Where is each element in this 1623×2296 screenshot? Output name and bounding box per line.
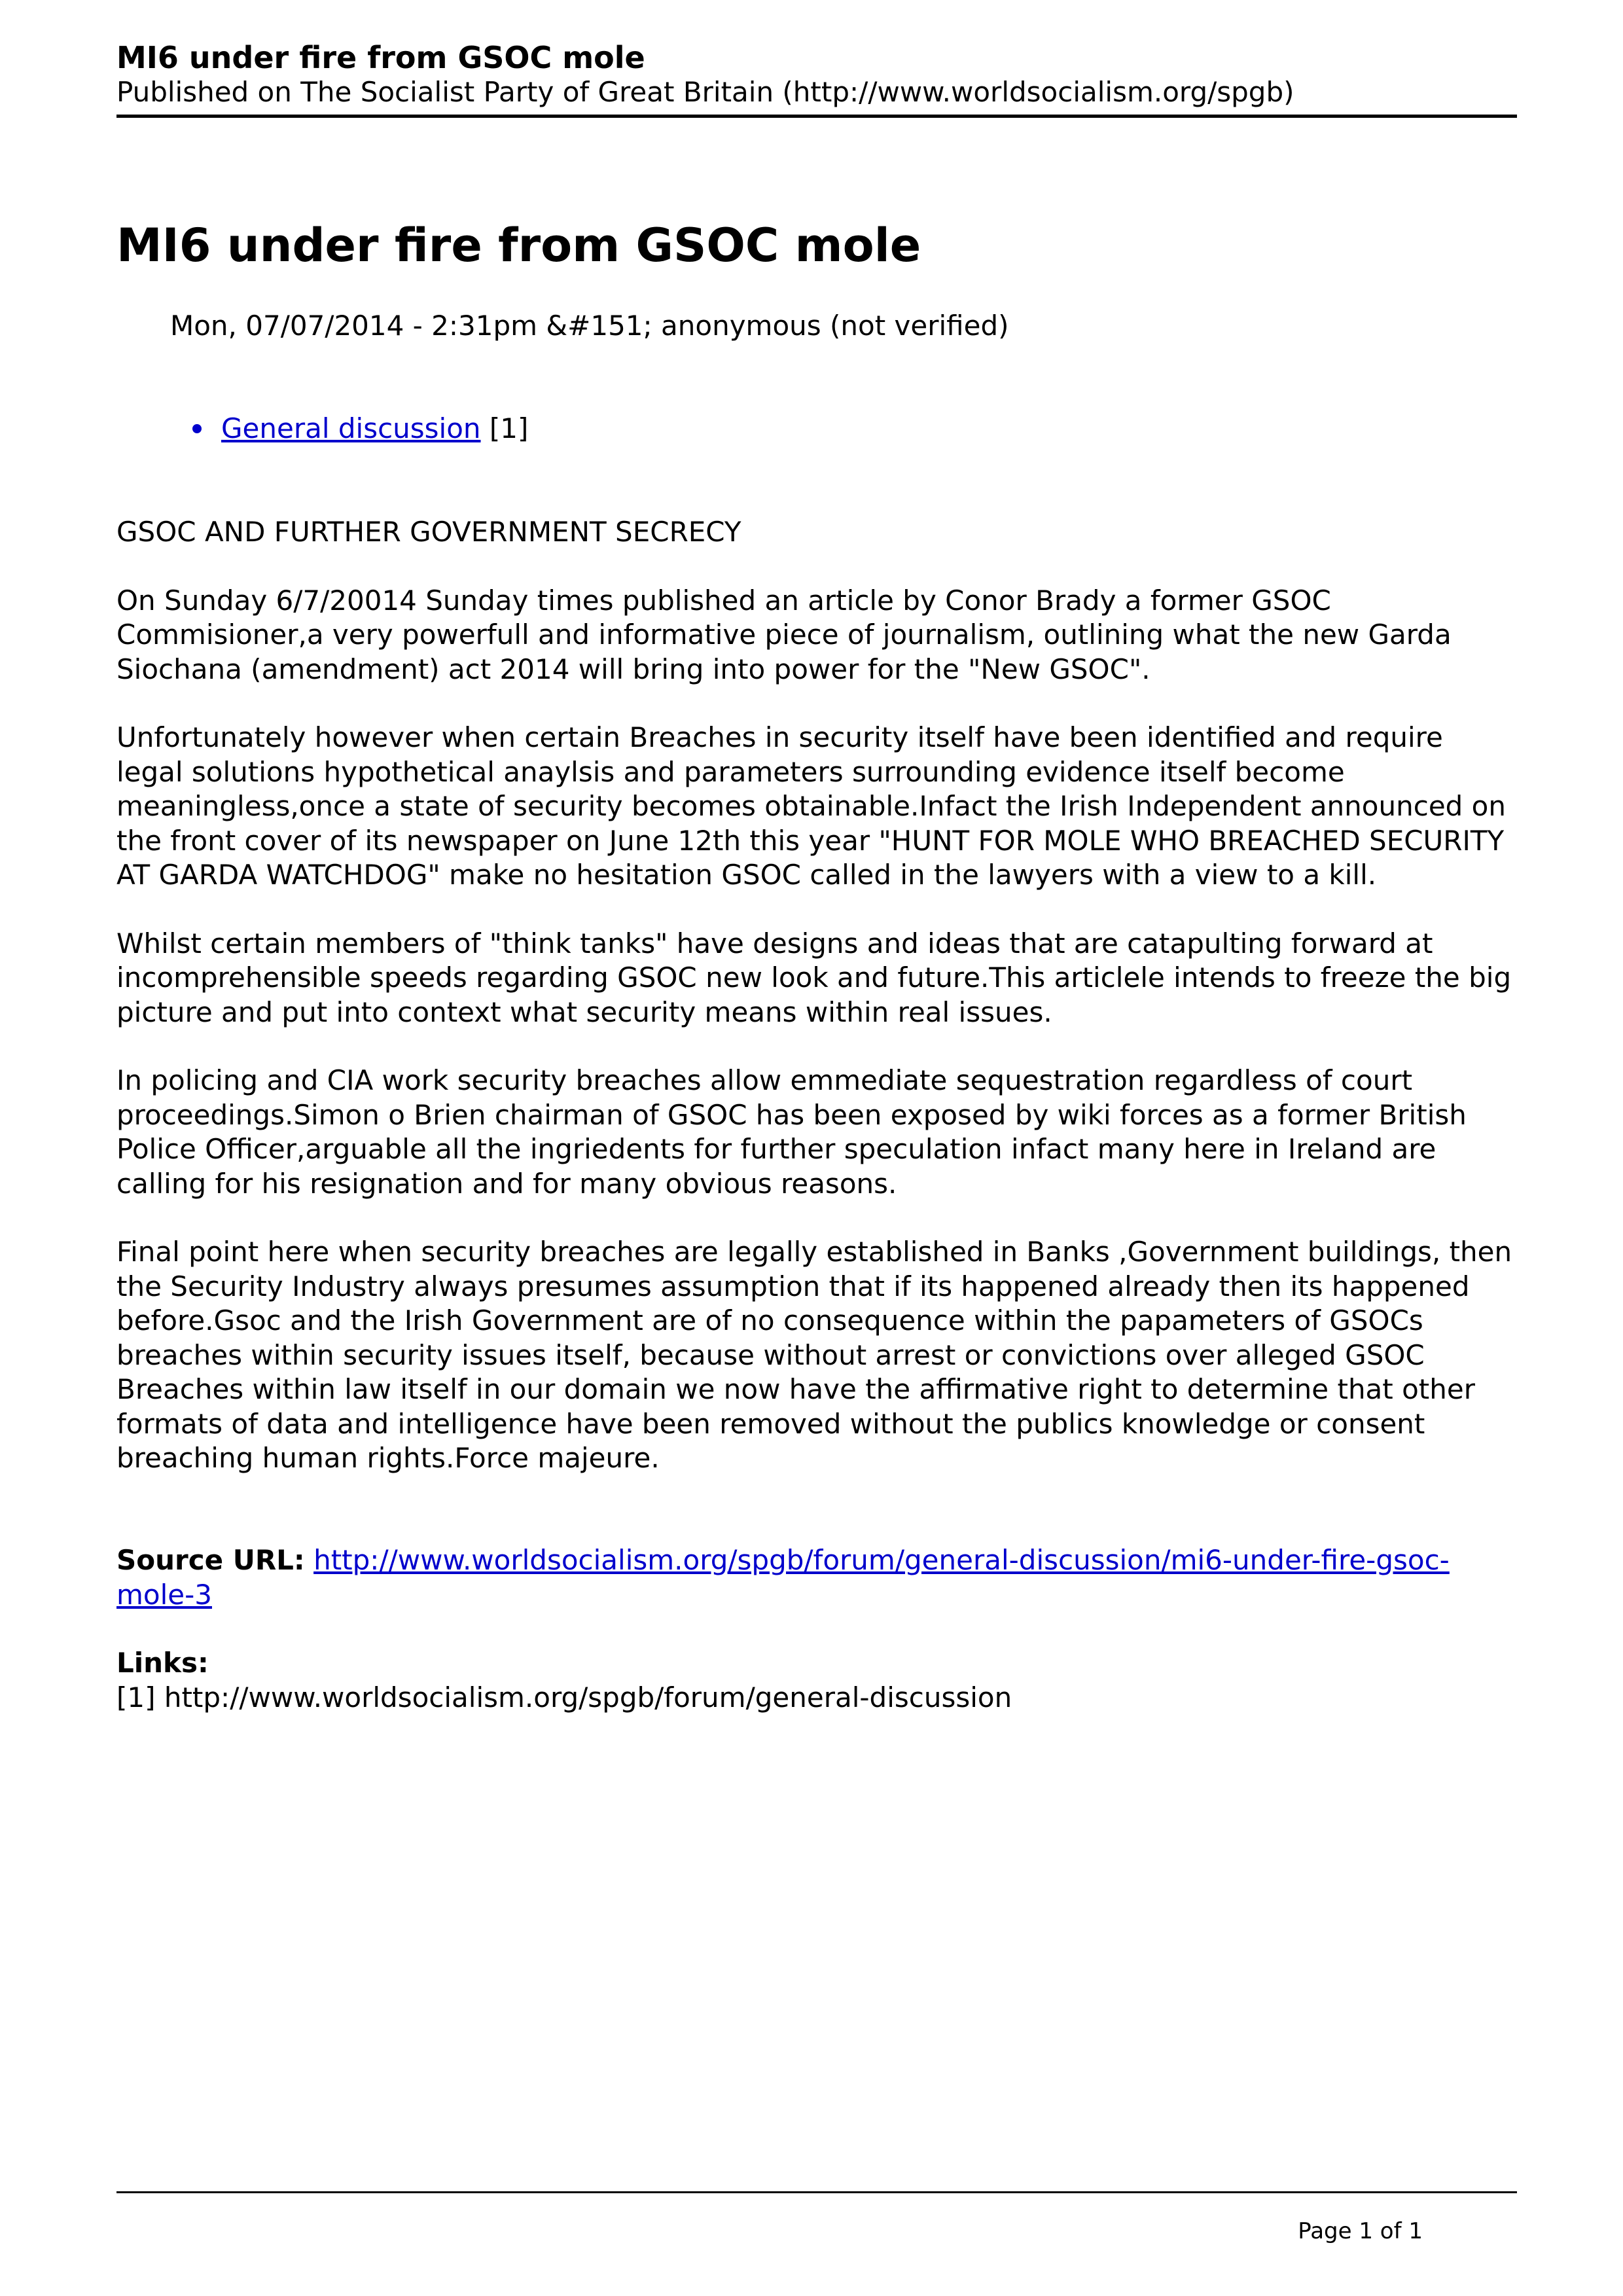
header-published-line: Published on The Socialist Party of Great Britain (http://www.worldsocialism.org/spgb) [116,76,1294,108]
links-block [116,1646,1012,1715]
page-number: Page 1 of 1 [1298,2218,1423,2244]
source-url-label: Source URL: [116,1544,305,1576]
paragraph-line: picture and put into context what security means within real issues. [116,996,1052,1028]
bullet-icon [192,424,202,433]
paragraph-line: the Security Industry always presumes assumption that if its happened already then its happened [116,1270,1470,1302]
source-url-block [116,1543,1450,1612]
article-paragraph [116,1064,1517,1201]
document-page [116,0,1517,2296]
paragraph-line: incomprehensible speeds regarding GSOC new look and future.This articlele intends to freeze the big [116,961,1512,994]
source-url-line [116,1543,1450,1578]
source-url-line [116,1578,1450,1613]
paragraph-line: Final point here when security breaches are legally established in Banks ,Government buildings, then [116,1236,1512,1268]
tag-link-general-discussion[interactable]: General discussion [221,412,481,444]
article-title: MI6 under fire from GSOC mole [116,219,921,272]
article-paragraph [116,927,1517,1030]
paragraph-line: Police Officer,arguable all the ingriedents for further speculation infact many here in Ireland are [116,1133,1436,1165]
tag-item [221,410,528,447]
source-url-link[interactable]: http://www.worldsocialism.org/spgb/forum/general-discussion/mi6-under-fire-gsoc- [313,1544,1450,1576]
paragraph-line: Whilst certain members of "think tanks" have designs and ideas that are catapulting forward at [116,927,1433,960]
tag-ref: [1] [489,412,529,444]
paragraph-line: In policing and CIA work security breaches allow emmediate sequestration regardless of court [116,1064,1413,1096]
article-body [116,515,1517,1510]
footer-divider [116,2191,1517,2193]
paragraph-line: Commisioner,a very powerfull and informative piece of journalism, outlining what the new Garda [116,619,1452,651]
article-paragraph [116,1235,1517,1476]
paragraph-line: GSOC AND FURTHER GOVERNMENT SECRECY [116,516,741,548]
header-divider [116,115,1517,118]
paragraph-line: breaching human rights.Force majeure. [116,1442,660,1474]
links-item: [1] http://www.worldsocialism.org/spgb/forum/general-discussion [116,1681,1012,1713]
article-paragraph [116,515,1517,550]
header-title: MI6 under fire from GSOC mole [116,40,645,75]
paragraph-line: formats of data and intelligence have been removed without the publics knowledge or consent [116,1407,1425,1440]
article-paragraph [116,584,1517,687]
paragraph-line: before.Gsoc and the Irish Government are of no consequence within the papameters of GSOCs [116,1304,1423,1336]
tag-list [221,410,528,447]
paragraph-line: legal solutions hypothetical anaylsis and parameters surrounding evidence itself become [116,755,1345,788]
paragraph-line: Unfortunately however when certain Breaches in security itself have been identified and require [116,721,1443,753]
paragraph-line: AT GARDA WATCHDOG" make no hesitation GSOC called in the lawyers with a view to a kill. [116,859,1377,891]
paragraph-line: meaningless,once a state of security becomes obtainable.Infact the Irish Independent announced on [116,790,1506,822]
source-url-link-continued[interactable]: mole-3 [116,1578,212,1611]
links-label: Links: [116,1647,209,1679]
paragraph-line: On Sunday 6/7/20014 Sunday times published an article by Conor Brady a former GSOC [116,584,1331,617]
paragraph-line: Siochana (amendment) act 2014 will bring into power for the "New GSOC". [116,653,1150,685]
article-meta: Mon, 07/07/2014 - 2:31pm &#151; anonymous (not verified) [170,310,1009,342]
article-paragraph [116,721,1517,893]
paragraph-line: the front cover of its newspaper on June 12th this year "HUNT FOR MOLE WHO BREACHED SECURITY [116,824,1505,857]
paragraph-line: proceedings.Simon o Brien chairman of GSOC has been exposed by wiki forces as a former British [116,1098,1467,1131]
paragraph-line: breaches within security issues itself, because without arrest or convictions over alleged GSOC [116,1338,1425,1371]
paragraph-line: Breaches within law itself in our domain we now have the affirmative right to determine that other [116,1373,1476,1405]
paragraph-line: calling for his resignation and for many obvious reasons. [116,1167,897,1200]
